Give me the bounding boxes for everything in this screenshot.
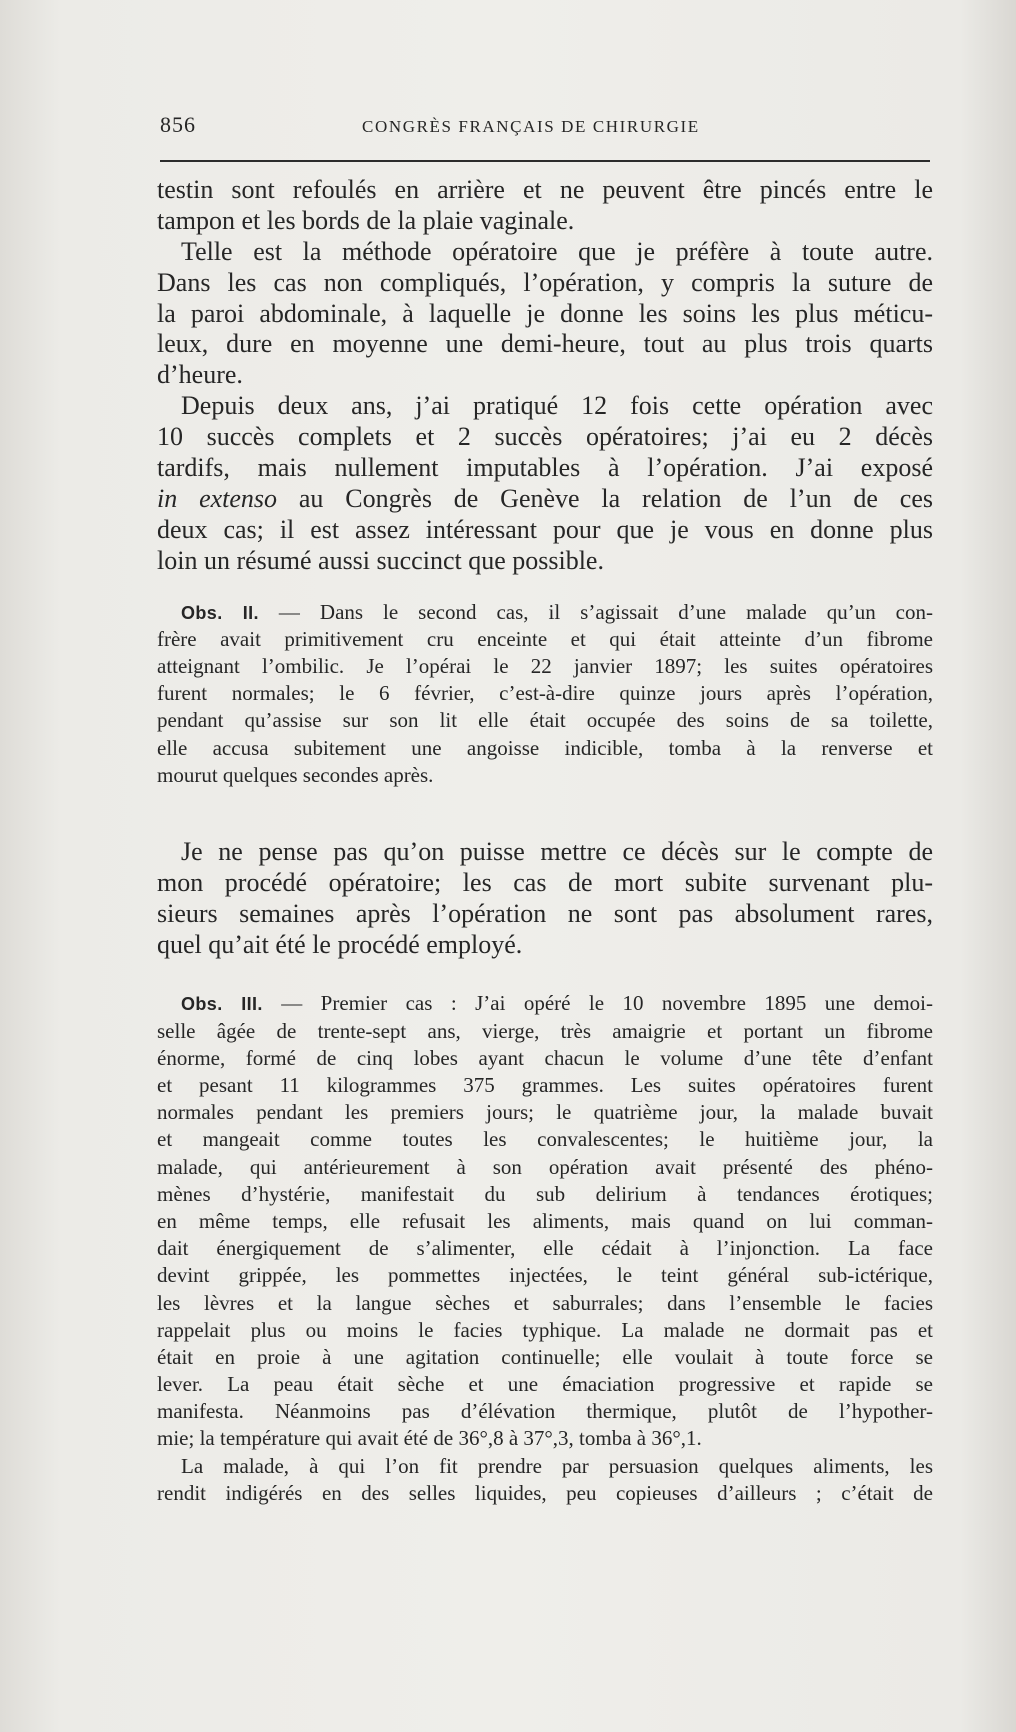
text-line: frère avait primitivement cru enceinte et qui était atteinte d’un fibrome: [157, 626, 933, 651]
text-line: deux cas; il est assez intéressant pour que je vous en donne plus: [157, 514, 933, 544]
text-line: les lèvres et la langue sèches et saburrales; dans l’ensemble le facies: [157, 1290, 933, 1315]
text-line: furent normales; le 6 février, c’est-à-dire quinze jours après l’opération,: [157, 681, 933, 706]
text-line: rappelait plus ou moins le facies typhique. La malade ne dormait pas et: [157, 1317, 933, 1342]
text-line: mie; la température qui avait été de 36°,8 à 37°,3, tomba à 36°,1.: [157, 1426, 702, 1451]
running-title: CONGRÈS FRANÇAIS DE CHIRURGIE: [362, 117, 700, 136]
text-line: la paroi abdominale, à laquelle je donne les soins les plus méticu-: [157, 298, 933, 328]
body-text: [157, 175, 933, 1507]
text-line: loin un résumé aussi succinct que possible.: [157, 545, 604, 575]
text-line: [157, 599, 933, 626]
text-fragment: — Dans le second cas, il s’agissait d’une malade qu’un con-: [258, 599, 933, 624]
observation-2: [157, 599, 933, 789]
observation-label: Obs. II.: [181, 602, 259, 623]
text-line: manifesta. Néanmoins pas d’élévation thermique, plutôt de l’hypother-: [157, 1399, 933, 1424]
text-line: et mangeait comme toutes les convalescentes; le huitième jour, la: [157, 1127, 933, 1152]
italic-phrase: in extenso: [157, 483, 278, 513]
paragraph-results: [157, 391, 933, 576]
spacer: [157, 789, 933, 837]
text-line: en même temps, elle refusait les aliments, mais quand on lui comman-: [157, 1208, 933, 1233]
text-line: Depuis deux ans, j’ai pratiqué 12 fois cette opération avec: [181, 391, 933, 421]
text-line: mourut quelques secondes après.: [157, 762, 434, 787]
text-fragment: — Premier cas : J’ai opéré le 10 novembre 1895 une demoi-: [262, 991, 933, 1016]
text-line: testin sont refoulés en arrière et ne peuvent être pincés entre le: [157, 175, 933, 204]
page-number: 856: [160, 112, 196, 137]
text-line: malade, qui antérieurement à son opération avait présenté des phéno-: [157, 1154, 933, 1179]
text-line: pendant qu’assise sur son lit elle était occupée des soins de sa toilette,: [157, 708, 933, 733]
paragraph-continuation: [157, 175, 933, 237]
text-line: mènes d’hystérie, manifestait du sub delirium à tendances érotiques;: [157, 1181, 933, 1206]
text-line: rendit indigérés en des selles liquides, peu copieuses d’ailleurs ; c’était de: [157, 1480, 933, 1505]
spacer: [157, 960, 933, 990]
text-line: Je ne pense pas qu’on puisse mettre ce décès sur le compte de: [181, 836, 933, 866]
text-line: devint grippée, les pommettes injectées, le teint général sub-ictérique,: [157, 1263, 933, 1288]
text-line: mon procédé opératoire; les cas de mort subite survenant plu-: [157, 867, 933, 897]
text-line: [157, 990, 933, 1017]
paragraph-sudden-death: [157, 837, 933, 961]
text-line: dait énergiquement de s’alimenter, elle cédait à l’injonction. La face: [157, 1236, 933, 1261]
observation-label: Obs. III.: [181, 994, 263, 1015]
text-line: normales pendant les premiers jours; le quatrième jour, la malade buvait: [157, 1100, 933, 1125]
paragraph-method: [157, 237, 933, 391]
text-line: 10 succès complets et 2 succès opératoires; j’ai eu 2 décès: [157, 422, 933, 452]
spacer: [157, 577, 933, 599]
text-line: sieurs semaines après l’opération ne sont pas absolument rares,: [157, 898, 933, 928]
text-line: [157, 484, 933, 515]
text-line: La malade, à qui l’on fit prendre par persuasion quelques aliments, les: [181, 1453, 933, 1478]
text-line: leux, dure en moyenne une demi-heure, tout au plus trois quarts: [157, 329, 933, 359]
text-line: selle âgée de trente-sept ans, vierge, très amaigrie et portant un fibrome: [157, 1018, 933, 1043]
observation-3: [157, 990, 933, 1507]
text-line: lever. La peau était sèche et une émaciation progressive et rapide se: [157, 1372, 933, 1397]
text-line: quel qu’ait été le procédé employé.: [157, 929, 523, 959]
text-line: d’heure.: [157, 360, 243, 390]
header-rule: [160, 160, 930, 162]
text-line: atteignant l’ombilic. Je l’opérai le 22 janvier 1897; les suites opératoires: [157, 653, 933, 678]
text-line: Telle est la méthode opératoire que je préfère à toute autre.: [181, 236, 933, 266]
text-line: tampon et les bords de la plaie vaginale.: [157, 205, 575, 235]
text-line: était en proie à une agitation continuelle; elle voulait à toute force se: [157, 1344, 933, 1369]
text-line: elle accusa subitement une angoisse indicible, tomba à la renverse et: [157, 735, 933, 760]
running-header: [160, 112, 930, 142]
text-line: et pesant 11 kilogrammes 375 grammes. Les suites opératoires furent: [157, 1073, 933, 1098]
text-line: énorme, formé de cinq lobes ayant chacun le volume d’une tête d’enfant: [157, 1045, 933, 1070]
text-fragment: au Congrès de Genève la relation de l’un de ces: [277, 483, 934, 513]
text-line: Dans les cas non compliqués, l’opération, y compris la suture de: [157, 267, 933, 297]
text-line: tardifs, mais nullement imputables à l’opération. J’ai exposé: [157, 453, 933, 483]
